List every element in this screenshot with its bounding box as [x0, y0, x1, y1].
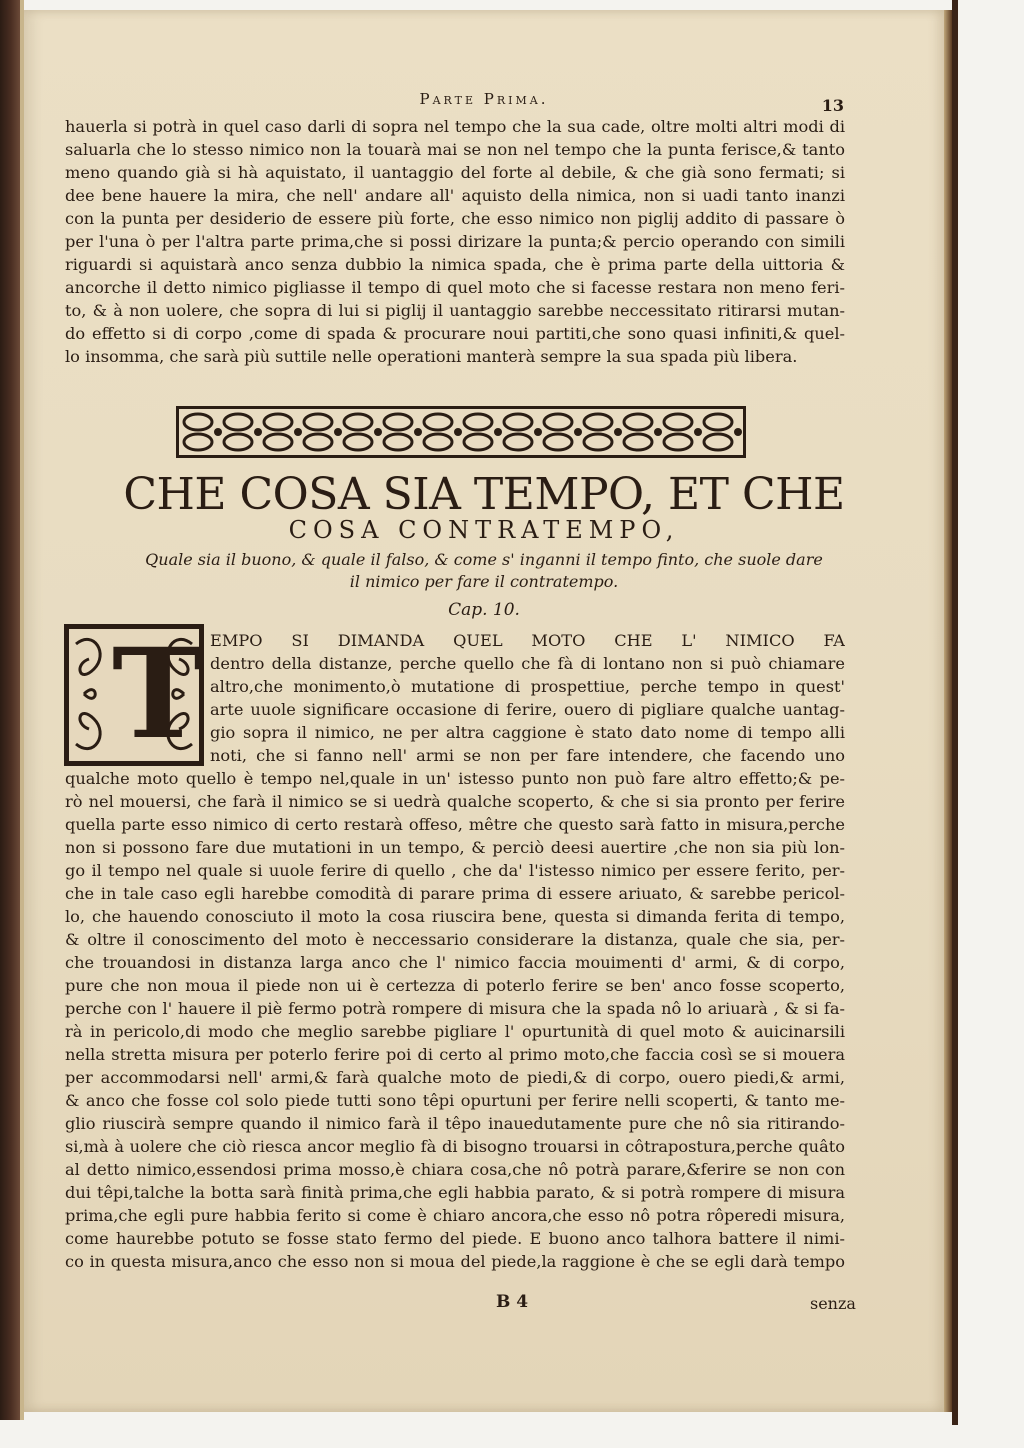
- text-line: per l'una ò per l'altra parte prima,che si possi dirizare la punta;& percio operando con simili: [65, 232, 845, 251]
- text-line: glio riuscirà sempre quando il nimico farà il têpo inauedutamente pure che nô sia ritirando-: [65, 1114, 845, 1133]
- text-line: per accommodarsi nell' armi,& farà qualche moto de piedi,& di corpo, ouero piedi,& armi,: [65, 1068, 845, 1087]
- text-line: ancorche il detto nimico pigliasse il tempo di quel moto che si facesse restara non meno feri-: [65, 278, 845, 297]
- chapter-subtitle: Quale sia il buono, & quale il falso, & come s' inganni il tempo finto, che suole dare: [145, 550, 823, 569]
- text-line: lo, che hauendo conosciuto il moto la cosa riuscira bene, questa si dimanda ferita di tempo,: [65, 907, 845, 926]
- text-line: perche con l' hauere il piè fermo potrà rompere di misura che la spada nô lo ariuarà , & si fa-: [65, 999, 845, 1018]
- text-line: non si possono fare due mutationi in un tempo, & perciò deesi auertire ,che non sia più lon-: [65, 838, 845, 857]
- text-line: al detto nimico,essendosi prima mosso,è chiara cosa,che nô potrà parare,&ferire se non con: [65, 1160, 845, 1179]
- text-line: meno quando già si hà aquistato, il uantaggio del forte al debile, & che già sono fermati; si: [65, 163, 845, 182]
- text-line: che in tale caso egli harebbe comodità di parare prima di essere ariuato, & sarebbe pericol-: [65, 884, 845, 903]
- chapter-heading-second-line: COSA CONTRATEMPO,: [288, 516, 680, 544]
- book-spine: [0, 0, 20, 1420]
- text-line: to, & à non uolere, che sopra di lui si piglij il uantaggio sarebbe neccessitato ritirarsi mutan-: [65, 301, 845, 320]
- chapter-number: Cap. 10.: [448, 600, 520, 620]
- text-line: & oltre il conoscimento del moto è neccessario considerare la distanza, quale che sia, per-: [65, 930, 845, 949]
- text-line: riguardi si aquistarà anco senza dubbio la nimica spada, che è prima parte della uittoria &: [65, 255, 845, 274]
- signature-mark: B 4: [496, 1292, 529, 1312]
- text-line: rà in pericolo,di modo che meglio sarebbe pigliare l' opurtunità di quel moto & auicinarsili: [65, 1022, 845, 1041]
- text-line: come haurebbe potuto se fosse stato fermo del piede. E buono anco talhora battere il nimi-: [65, 1229, 845, 1248]
- page-fore-edge: [944, 10, 952, 1412]
- chapter-subtitle-second-line: il nimico per fare il contratempo.: [349, 572, 619, 591]
- text-line: rò nel mouersi, che farà il nimico se si uedrà qualche scoperto, & che si sia pronto per ferire: [65, 792, 845, 811]
- text-line: do effetto si di corpo ,come di spada & procurare noui partiti,che sono quasi infiniti,& quel-: [65, 324, 845, 343]
- running-head: Parte Prima.: [419, 90, 549, 108]
- text-line: che trouandosi in distanza larga anco che l' nimico faccia mouimenti d' armi, & di corpo,: [65, 953, 845, 972]
- text-line: con la punta per desiderio de essere più forte, che esso nimico non piglij addito di passare ò: [65, 209, 845, 228]
- text-line: gio sopra il nimico, ne per altra caggione è stato dato nome di tempo alli: [210, 723, 845, 742]
- text-line: lo insomma, che sarà più suttile nelle operationi manterà sempre la sua spada più libera.: [65, 347, 798, 366]
- text-line: & anco che fosse col solo piede tutti sono têpi opurtuni per ferire nelli scoperti, & tanto me-: [65, 1091, 845, 1110]
- text-line: go il tempo nel quale si uuole ferire di quello , che da' l'istesso nimico per essere ferito, per-: [65, 861, 845, 880]
- cover-edge: [952, 0, 958, 1425]
- text-line: si,mà à uolere che ciò riesca ancor meglio fà di bisogno trouarsi in côtrapostura,perche quâto: [65, 1137, 845, 1156]
- ornamental-band: [176, 406, 746, 458]
- text-line: prima,che egli pure habbia ferito si come è chiaro ancora,che esso nô potra rôperedi misura,: [65, 1206, 845, 1225]
- page-number: 13: [821, 96, 844, 115]
- text-line: quella parte esso nimico di certo restarà offeso, mêtre che questo sarà fatto in misura,perche: [65, 815, 845, 834]
- initial-letter: T: [112, 622, 205, 767]
- text-line: EMPO SI DIMANDA QUEL MOTO CHE L' NIMICO FA: [210, 631, 845, 650]
- text-line: noti, che si fanno nell' armi se non per fare intendere, che facendo uno: [210, 746, 845, 765]
- text-line: co in questa misura,anco che esso non si moua del piede,la raggione è che se egli darà tempo: [65, 1252, 845, 1271]
- text-line: pure che non moua il piede non ui è certezza di poterlo ferire se ben' anco fosse scoperto,: [65, 976, 845, 995]
- decorated-initial: [64, 624, 204, 766]
- text-line: altro,che monimento,ò mutatione di prospettiue, perche tempo in quest': [210, 677, 845, 696]
- text-line: dentro della distanze, perche quello che fà di lontano non si può chiamare: [210, 654, 845, 673]
- chapter-heading: CHE COSA SIA TEMPO, ET CHE: [123, 469, 845, 520]
- book-page: [24, 10, 944, 1412]
- text-line: dui têpi,talche la botta sarà finità prima,che egli habbia parato, & si potrà rompere di misura: [65, 1183, 845, 1202]
- text-line: nella stretta misura per poterlo ferire poi di certo al primo moto,che faccia così se si mouera: [65, 1045, 845, 1064]
- text-line: hauerla si potrà in quel caso darli di sopra nel tempo che la sua cade, oltre molti altri modi di: [65, 117, 845, 136]
- text-line: qualche moto quello è tempo nel,quale in un' istesso punto non può fare altro effetto;& pe-: [65, 769, 845, 788]
- text-line: dee bene hauere la mira, che nell' andare all' aquisto della nimica, non si uadi tanto inanzi: [65, 186, 845, 205]
- text-line: arte uuole significare occasione di ferire, ouero di pigliare qualche uantag-: [210, 700, 845, 719]
- catchword: senza: [810, 1294, 856, 1313]
- text-line: saluarla che lo stesso nimico non la touarà mai se non nel tempo che la punta ferisce,& tanto: [65, 140, 845, 159]
